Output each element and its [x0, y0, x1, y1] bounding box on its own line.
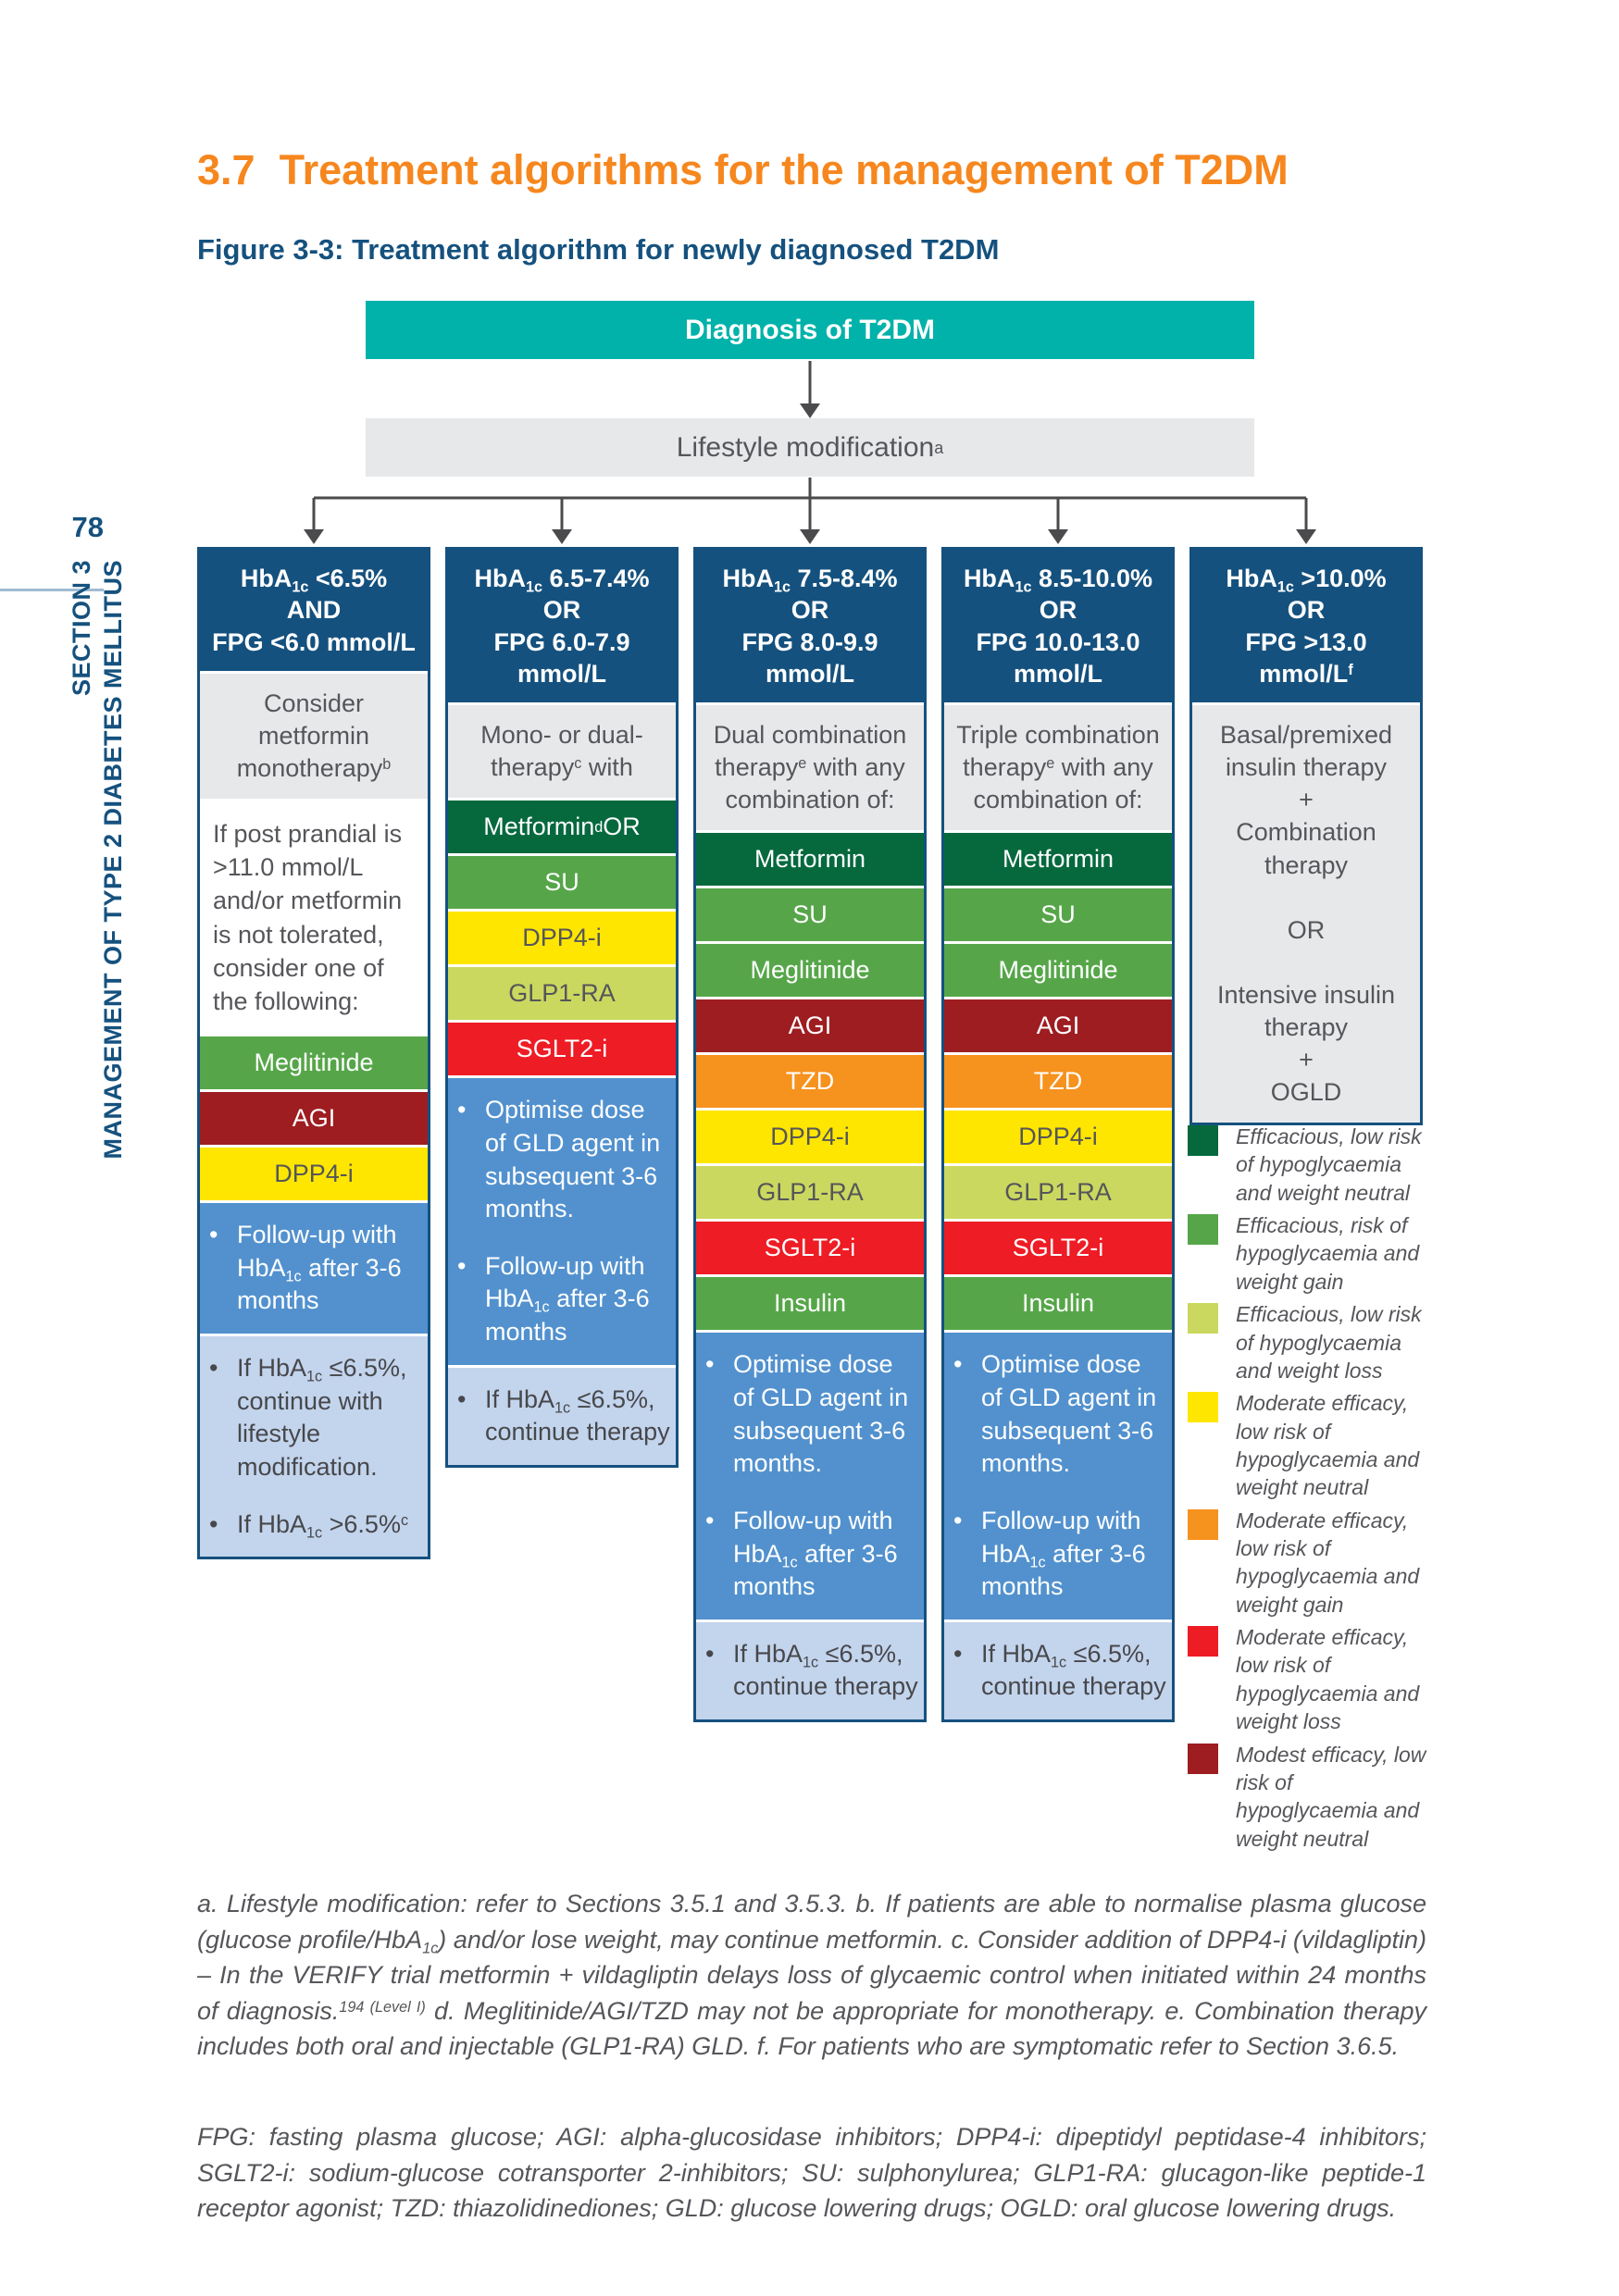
followup-cell — [944, 1333, 1172, 1619]
drug-glp1-ra: GLP1-RA — [448, 967, 676, 1020]
figure-caption: Figure 3-3: Treatment algorithm for newly diagnosed T2DM — [197, 233, 1000, 266]
drug-metformin: Metformin — [696, 833, 924, 886]
drug-metformin: Metformin — [944, 833, 1172, 886]
diagnosis-box: Diagnosis of T2DM — [366, 301, 1254, 359]
drug-su: SU — [448, 856, 676, 909]
bullet-marker: • — [209, 1509, 218, 1538]
followup-cell — [200, 1203, 428, 1334]
bullet-marker: • — [953, 1506, 963, 1534]
column-4-header: HbA$_{1c}$ 8.5-10.0% OR FPG 10.0-13.0 mmol/L — [944, 550, 1172, 702]
column-1-header: HbA$_{1c}$ <6.5% AND FPG <6.0 mmol/L — [200, 550, 428, 671]
drug-su: SU — [696, 888, 924, 941]
legend-swatch — [1188, 1744, 1218, 1774]
info-cell: Mono- or dual-therapy$^c$ with — [448, 705, 676, 798]
bullet-item: • If HbA$_{1c}$ ≤6.5%, continue therapy — [457, 1384, 670, 1449]
legend-swatch — [1188, 1509, 1218, 1540]
drug-sglt2-i: SGLT2-i — [696, 1222, 924, 1274]
info-cell: Triple combination therapy$^e$ with any combination of: — [944, 705, 1172, 830]
followup-cell — [696, 1333, 924, 1619]
bullet-item: • Follow-up with HbA$_{1c}$ after 3-6 months — [705, 1505, 918, 1604]
info-cell: Consider metformin monotherapy$^b$ — [200, 674, 428, 799]
drug-meglitinide: Meglitinide — [696, 944, 924, 997]
bullet-item: • If HbA$_{1c}$ ≤6.5%, continue therapy — [953, 1638, 1166, 1704]
drug-sglt2-i: SGLT2-i — [944, 1222, 1172, 1274]
legend-item — [1188, 1389, 1434, 1501]
drug-tzd: TZD — [696, 1055, 924, 1108]
legend-label: Moderate efficacy, low risk of hypoglycaemia and weight loss — [1236, 1625, 1420, 1734]
bullet-item: • If HbA$_{1c}$ ≤6.5%, continue with lifestyle modification. — [209, 1352, 422, 1484]
drug-tzd: TZD — [944, 1055, 1172, 1108]
sidebar-section-title: MANAGEMENT OF TYPE 2 DIABETES MELLITUS — [99, 560, 127, 1160]
abbreviations: FPG: fasting plasma glucose; AGI: alpha-glucosidase inhibitors; DPP4-i: dipeptidyl peptidase-4 inhibitors; SGLT2-i: sodium-glucose cotransporter 2-inhibitors; SU: sulphonylurea; GLP1-RA: glucagon-like peptide-1 receptor agonist; TZD: thiazolidinediones; GLD: glucose lowering drugs; OGLD: oral glucose lowering drugs. — [197, 2123, 1426, 2223]
legend-item — [1188, 1211, 1434, 1296]
lifestyle-modification-box: Lifestyle modification a — [366, 418, 1254, 477]
drug-su: SU — [944, 888, 1172, 941]
bullet-item: • Follow-up with HbA$_{1c}$ after 3-6 months — [953, 1505, 1166, 1604]
sidebar-section: SECTION 3 — [68, 560, 95, 697]
drug-insulin: Insulin — [696, 1277, 924, 1330]
info-cell: Basal/premixed insulin therapy + Combination therapy OR Intensive insulin therapy + OGLD — [1192, 705, 1420, 1123]
bullet-item: • If HbA$_{1c}$ ≤6.5%, continue therapy — [705, 1638, 918, 1704]
efficacy-legend — [1188, 1123, 1434, 1857]
bullet-item: • Follow-up with HbA$_{1c}$ after 3-6 months — [457, 1250, 670, 1349]
legend-label: Efficacious, risk of hypoglycaemia and weight gain — [1236, 1213, 1420, 1294]
drug-dpp4-i: DPP4-i — [944, 1111, 1172, 1163]
column-3 — [693, 547, 927, 1722]
sidebar-section-label — [66, 560, 129, 1221]
legend-label: Moderate efficacy, low risk of hypoglycaemia and weight neutral — [1236, 1391, 1420, 1500]
bullet-marker: • — [457, 1096, 467, 1124]
bullet-item: • Optimise dose of GLD agent in subsequent 3-6 months. — [953, 1348, 1166, 1481]
bullet-marker: • — [705, 1506, 715, 1534]
bullet-item: • Optimise dose of GLD agent in subsequent 3-6 months. — [705, 1348, 918, 1481]
page-number: 78 — [71, 511, 104, 543]
bullet-item: • If HbA$_{1c}$ >6.5%$^c$ — [209, 1509, 409, 1542]
info-cell: If post prandial is >11.0 mmol/L and/or metformin is not tolerated, consider one of the following: — [200, 801, 428, 1034]
drug-agi: AGI — [200, 1092, 428, 1145]
legend-swatch — [1188, 1125, 1218, 1156]
column-4 — [941, 547, 1175, 1722]
column-2 — [445, 547, 679, 1468]
legend-item — [1188, 1741, 1434, 1853]
bullet-marker: • — [209, 1221, 218, 1249]
drug-insulin: Insulin — [944, 1277, 1172, 1330]
drug-glp1-ra: GLP1-RA — [696, 1166, 924, 1219]
outcome-cell — [696, 1622, 924, 1719]
drug-meglitinide: Meglitinide — [200, 1036, 428, 1089]
column-3-header: HbA$_{1c}$ 7.5-8.4% OR FPG 8.0-9.9 mmol/L — [696, 550, 924, 702]
outcome-cell — [200, 1336, 428, 1557]
bullet-marker: • — [953, 1639, 963, 1668]
outcome-cell — [448, 1368, 676, 1465]
legend-label: Efficacious, low risk of hypoglycaemia and weight loss — [1236, 1302, 1422, 1383]
section-title-text: Treatment algorithms for the management of T2DM — [279, 146, 1289, 193]
bullet-marker: • — [457, 1251, 467, 1280]
legend-swatch — [1188, 1303, 1218, 1334]
column-2-header: HbA$_{1c}$ 6.5-7.4% OR FPG 6.0-7.9 mmol/L — [448, 550, 676, 702]
legend-label: Moderate efficacy, low risk of hypoglycaemia and weight gain — [1236, 1508, 1420, 1617]
page-title — [197, 146, 1428, 194]
legend-swatch — [1188, 1214, 1218, 1245]
drug-dpp4-i: DPP4-i — [696, 1111, 924, 1163]
drug-agi: AGI — [944, 999, 1172, 1052]
column-5-header: HbA$_{1c}$ >10.0% OR FPG >13.0 mmol/$L^f$ — [1192, 550, 1420, 702]
drug-dpp4-i: DPP4-i — [448, 912, 676, 964]
bullet-item: • Follow-up with HbA$_{1c}$ after 3-6 months — [209, 1219, 422, 1318]
bullet-marker: • — [705, 1639, 715, 1668]
outcome-cell — [944, 1622, 1172, 1719]
info-cell: Dual combination therapy$^e$ with any combination of: — [696, 705, 924, 830]
bullet-marker: • — [209, 1354, 218, 1383]
bullet-marker: • — [457, 1384, 467, 1413]
drug-dpp4-i: DPP4-i — [200, 1148, 428, 1200]
bullet-marker: • — [953, 1350, 963, 1379]
drug-meglitinide: Meglitinide — [944, 944, 1172, 997]
column-5 — [1189, 547, 1423, 1125]
legend-item — [1188, 1623, 1434, 1735]
drug-metformind-or: Metformin d OR — [448, 800, 676, 853]
footnotes: a. Lifestyle modification: refer to Sections 3.5.1 and 3.5.3. b. If patients are able to normalise plasma glucose (glucose profile/HbA$_{1c}$) and/or lose weight, may continue metformin. c. Consider addition of DPP4-i (vildagliptin) – In the VERIFY trial metformin + vildagliptin delays loss of glycaemic control when initiated within 24 months of diagnosis.$^{194 (Level I)}$ d. Meglitinide/AGI/TZD may not be appropriate for monotherapy. e. Combination therapy includes both oral and injectable (GLP1-RA) GLD. f. For patients who are symptomatic refer to Section 3.6.5. — [197, 1890, 1426, 2061]
legend-item — [1188, 1300, 1434, 1384]
drug-sglt2-i: SGLT2-i — [448, 1023, 676, 1075]
column-1 — [197, 547, 430, 1559]
drug-glp1-ra: GLP1-RA — [944, 1166, 1172, 1219]
bullet-marker: • — [705, 1350, 715, 1379]
bullet-item: • Optimise dose of GLD agent in subsequent 3-6 months. — [457, 1094, 670, 1226]
section-number: 3.7 — [197, 146, 255, 193]
followup-cell — [448, 1078, 676, 1364]
legend-label: Efficacious, low risk of hypoglycaemia and weight neutral — [1236, 1124, 1422, 1205]
legend-item — [1188, 1123, 1434, 1207]
legend-swatch — [1188, 1392, 1218, 1422]
legend-item — [1188, 1507, 1434, 1619]
legend-swatch — [1188, 1626, 1218, 1657]
legend-label: Modest efficacy, low risk of hypoglycaemia and weight neutral — [1236, 1742, 1426, 1851]
drug-agi: AGI — [696, 999, 924, 1052]
